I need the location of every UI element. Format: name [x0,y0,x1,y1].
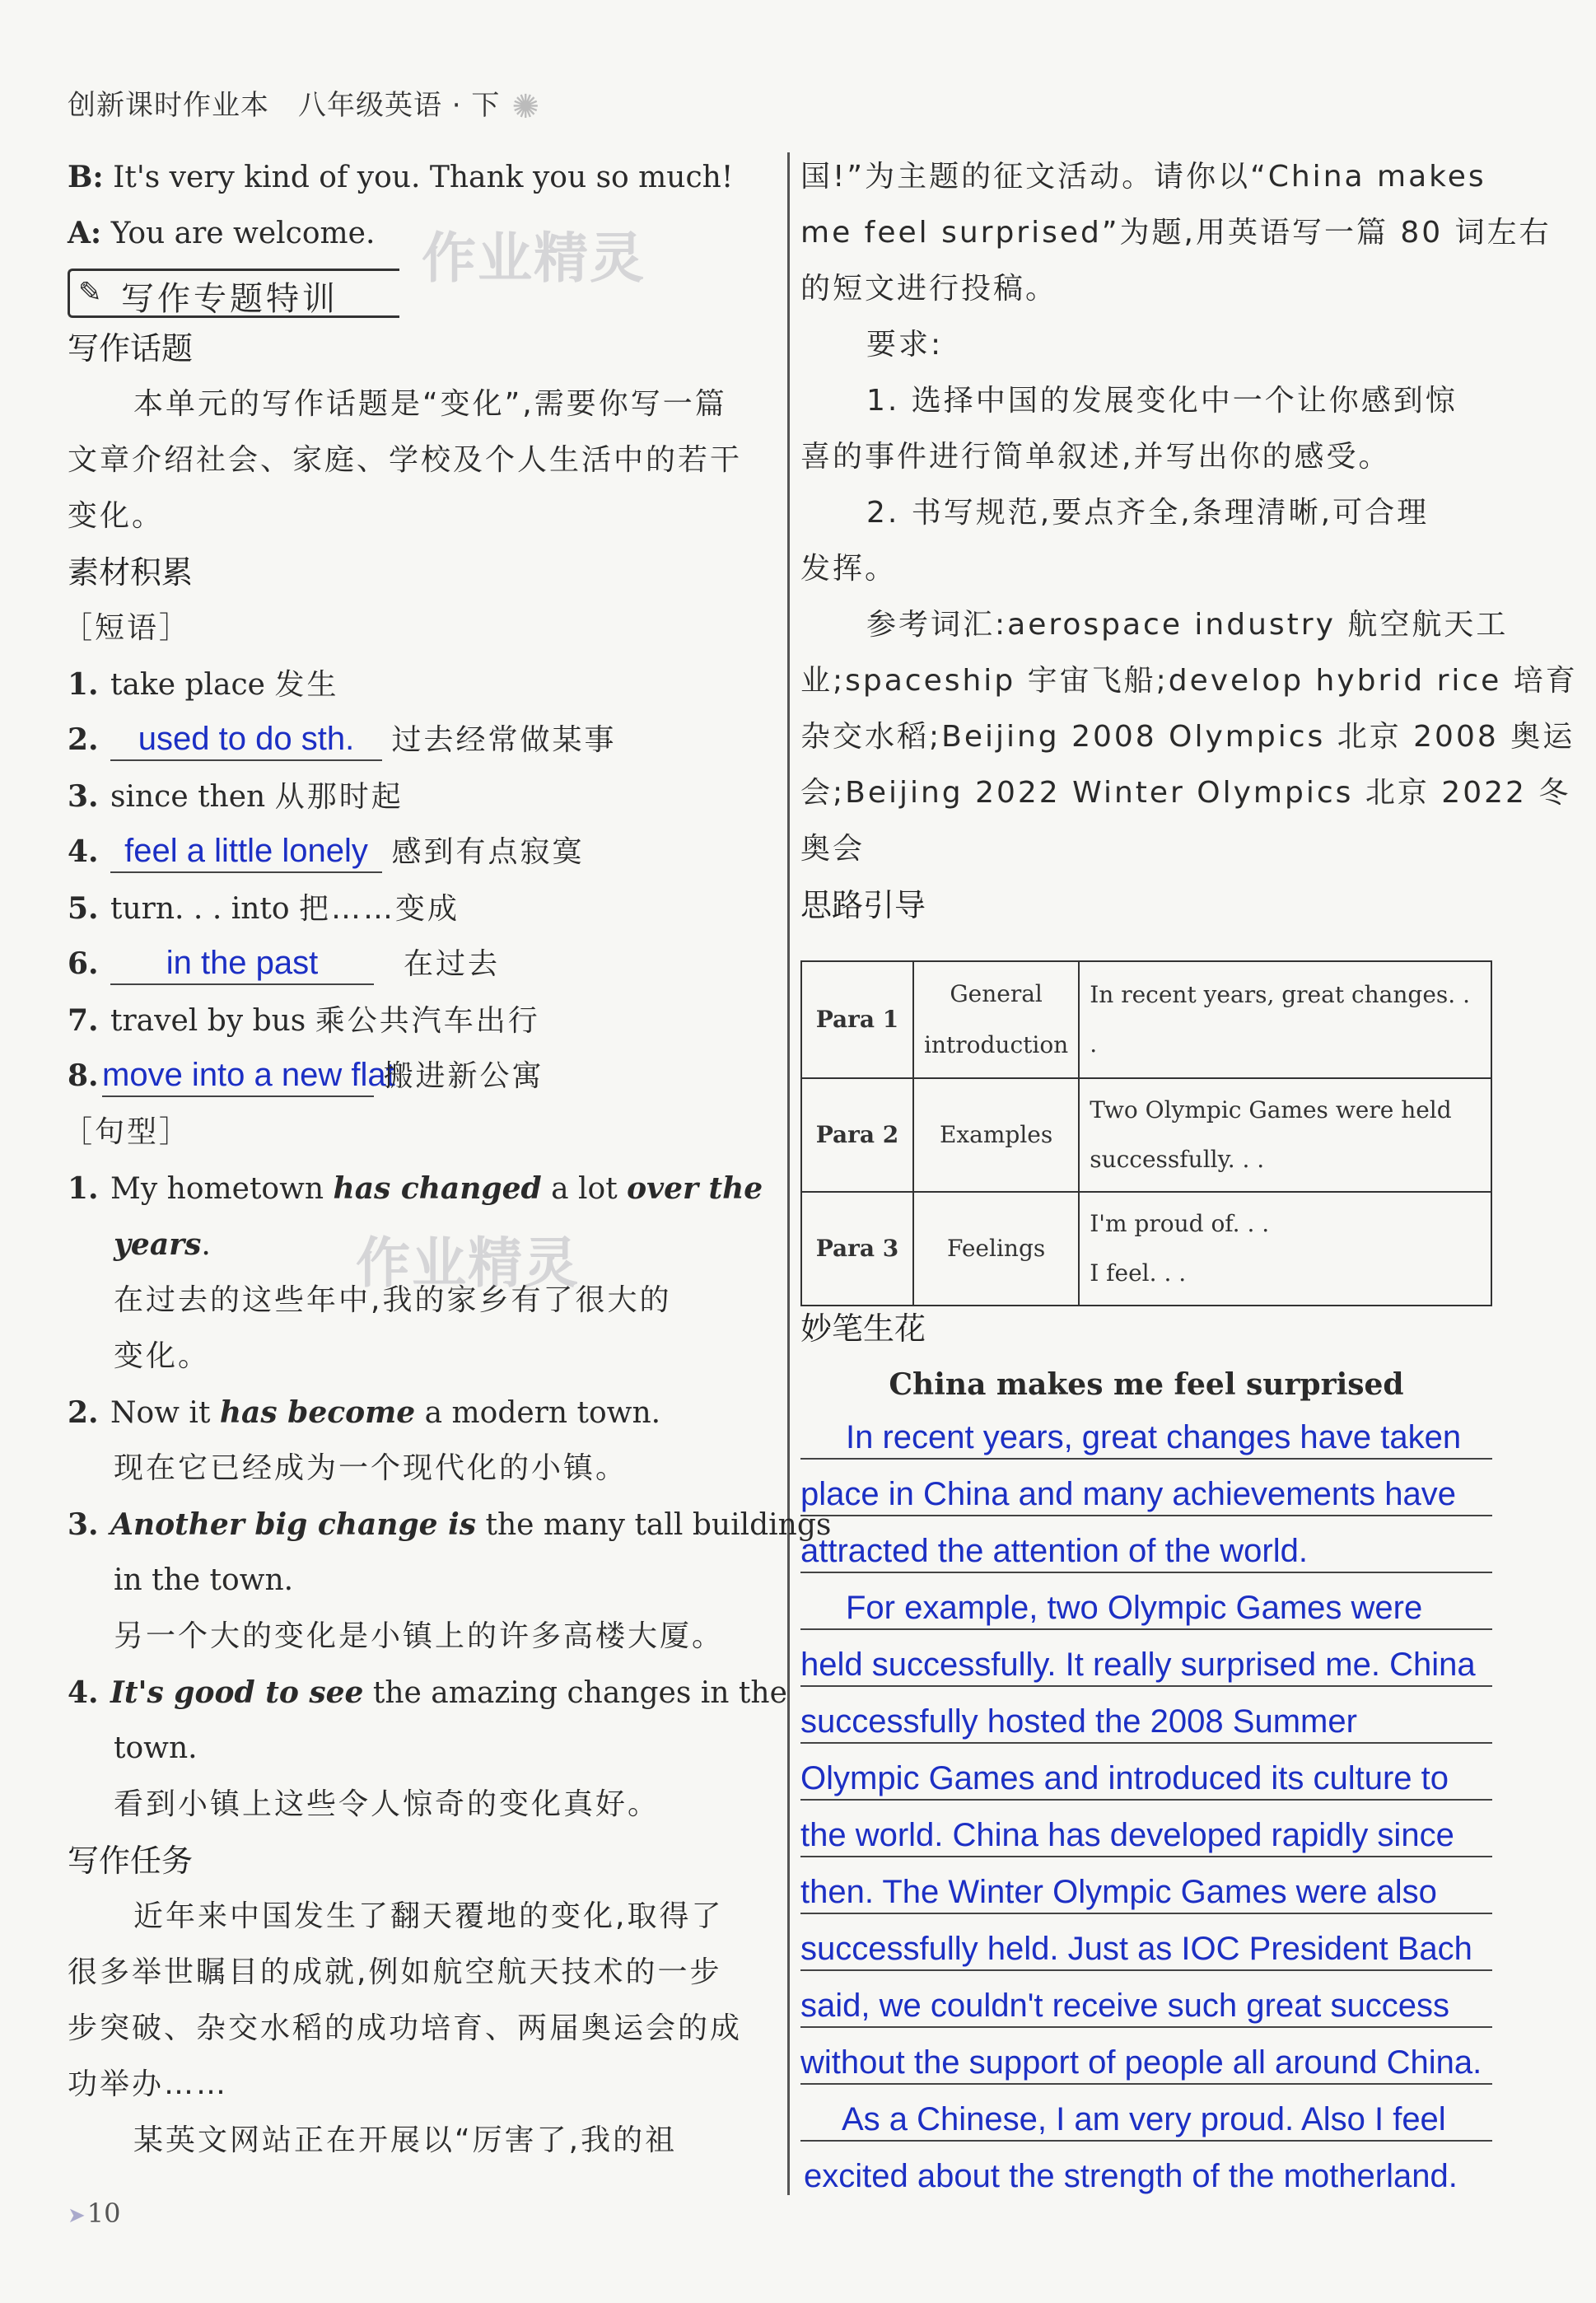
sentence-translation: 在过去的这些年中,我的家乡有了很大的 [114,1283,672,1317]
vocab-line: 奥会 [800,832,866,866]
topic-heading: 写作话题 [68,330,194,367]
header-title: 创新课时作业本 八年级英语 · 下 [68,89,501,122]
pen-icon: ✎ [78,276,105,309]
answer-blank: in the past [110,942,374,985]
sentence-translation: 现在它已经成为一个现代化的小镇。 [114,1451,628,1485]
phrase-item: 4. feel a little lonely 感到有点寂寞 [68,830,584,873]
dialogue-a: A: You are welcome. [68,216,376,250]
task-line: 功举办…… [68,2067,229,2101]
essay-line: then. The Winter Olympic Games were also [800,1871,1492,1914]
materials-heading: 素材积累 [68,554,194,591]
essay-line: said, we couldn't receive such great success [800,1985,1492,2028]
star-icon: ✺ [511,88,540,126]
essay-line: the world. China has developed rapidly since [800,1815,1492,1857]
table-row [801,1078,1491,1192]
essay-line: place in China and many achievements have [800,1474,1492,1516]
requirement-line: 发挥。 [800,552,898,586]
table-row [801,1192,1491,1306]
para-cell: Para 1 [801,961,913,1078]
task-line: 的短文进行投稿。 [800,272,1058,306]
type-cell: Feelings [913,1192,1079,1306]
running-header [68,82,540,126]
sentences-label: ［句型］ [63,1115,192,1149]
essay-line: In recent years, great changes have taken [800,1417,1492,1460]
table-row [801,961,1491,1078]
phrase-item: 1. take place 发生 [68,667,339,702]
phrase-item: 5. turn. . . into 把……变成 [68,891,460,926]
task-line: 步突破、杂交水稻的成功培育、两届奥运会的成 [68,2011,743,2045]
sentence-item: town. [114,1731,198,1765]
answer-blank: used to do sth. [110,718,382,761]
requirement-line: 2. 书写规范,要点齐全,条理清晰,可合理 [866,496,1430,530]
essay-heading: 妙笔生花 [800,1310,926,1347]
essay-line: without the support of people all around China. [800,2042,1492,2085]
phrase-item: 2. used to do sth. 过去经常做某事 [68,718,616,761]
sentence-item: 2. Now it has become a modern town. [68,1395,661,1430]
sentence-item: in the town. [114,1563,294,1597]
phrase-item: 3. since then 从那时起 [68,779,404,814]
phrase-item: 7. travel by bus 乘公共汽车出行 [68,1003,540,1038]
outline-table [800,960,1492,1306]
para-cell: Para 2 [801,1078,913,1192]
sentence-translation: 变化。 [114,1339,211,1373]
vocab-line: 会;Beijing 2022 Winter Olympics 北京 2022 冬 [800,776,1571,810]
sentence-translation: 看到小镇上这些令人惊奇的变化真好。 [114,1787,660,1821]
content-cell: Two Olympic Games were held successfully. . . [1079,1078,1491,1192]
phrase-item: 6. in the past 在过去 [68,942,500,985]
task-line: 很多举世瞩目的成就,例如航空航天技术的一步 [68,1955,722,1989]
topic-line: 变化。 [68,499,165,533]
requirement-line: 1. 选择中国的发展变化中一个让你感到惊 [866,384,1458,418]
type-cell: General introduction [913,961,1079,1078]
essay-line: held successfully. It really surprised me. China [800,1644,1492,1687]
column-divider [787,152,790,2195]
watermark: 作业精灵 [422,227,646,290]
sentence-item: 3. Another big change is the many tall buildings [68,1507,832,1542]
sentence-translation: 另一个大的变化是小镇上的许多高楼大厦。 [114,1619,725,1653]
sentence-item: years. [114,1227,211,1262]
phrases-label: ［短语］ [63,611,192,645]
essay-line: For example, two Olympic Games were [800,1587,1492,1630]
task-line: 某英文网站正在开展以“厉害了,我的祖 [133,2123,678,2157]
content-cell: I'm proud of. . . I feel. . . [1079,1192,1491,1306]
essay-line: successfully held. Just as IOC President Bach [800,1928,1492,1971]
essay-line: As a Chinese, I am very proud. Also I feel [800,2099,1492,2142]
type-cell: Examples [913,1078,1079,1192]
topic-line: 本单元的写作话题是“变化”,需要你写一篇 [133,387,727,421]
essay-line: Olympic Games and introduced its culture to [800,1758,1492,1801]
section-banner: ✎ 写作专题特训 [68,269,399,318]
sentence-item: 4. It's good to see the amazing changes in the [68,1675,787,1710]
requirements-label: 要求: [866,328,944,362]
task-line: me feel surprised”为题,用英语写一篇 80 词左右 [800,216,1552,250]
task-line: 近年来中国发生了翻天覆地的变化,取得了 [133,1899,724,1933]
content-cell: In recent years, great changes. . . [1079,961,1491,1078]
essay-line: successfully hosted the 2008 Summer [800,1701,1492,1744]
vocab-line: 杂交水稻;Beijing 2008 Olympics 北京 2008 奥运 [800,720,1575,754]
answer-blank: feel a little lonely [110,830,382,873]
answer-blank: move into a new flat [102,1054,374,1097]
phrase-item: 8. move into a new flat 搬进新公寓 [68,1054,544,1097]
essay-line: excited about the strength of the motherland. [804,2158,1458,2194]
guide-heading: 思路引导 [800,887,926,923]
vocab-line: 业;spaceship 宇宙飞船;develop hybrid rice 培育 [800,664,1578,698]
vocab-line: 参考词汇:aerospace industry 航空航天工 [866,608,1509,642]
arrow-icon: ➤ [68,2203,86,2228]
page-number: ➤10 [68,2198,121,2229]
para-cell: Para 3 [801,1192,913,1306]
sentence-item: 1. My hometown has changed a lot over the [68,1171,763,1206]
essay-line: attracted the attention of the world. [800,1530,1492,1573]
task-line: 国!”为主题的征文活动。请你以“China makes [800,160,1486,194]
requirement-line: 喜的事件进行简单叙述,并写出你的感受。 [800,440,1391,474]
essay-title: China makes me feel surprised [889,1367,1404,1402]
topic-line: 文章介绍社会、家庭、学校及个人生活中的若干 [68,443,743,477]
watermark: 作业精灵 [356,1231,580,1295]
task-heading: 写作任务 [68,1843,194,1879]
dialogue-b: B: It's very kind of you. Thank you so much! [68,160,734,194]
